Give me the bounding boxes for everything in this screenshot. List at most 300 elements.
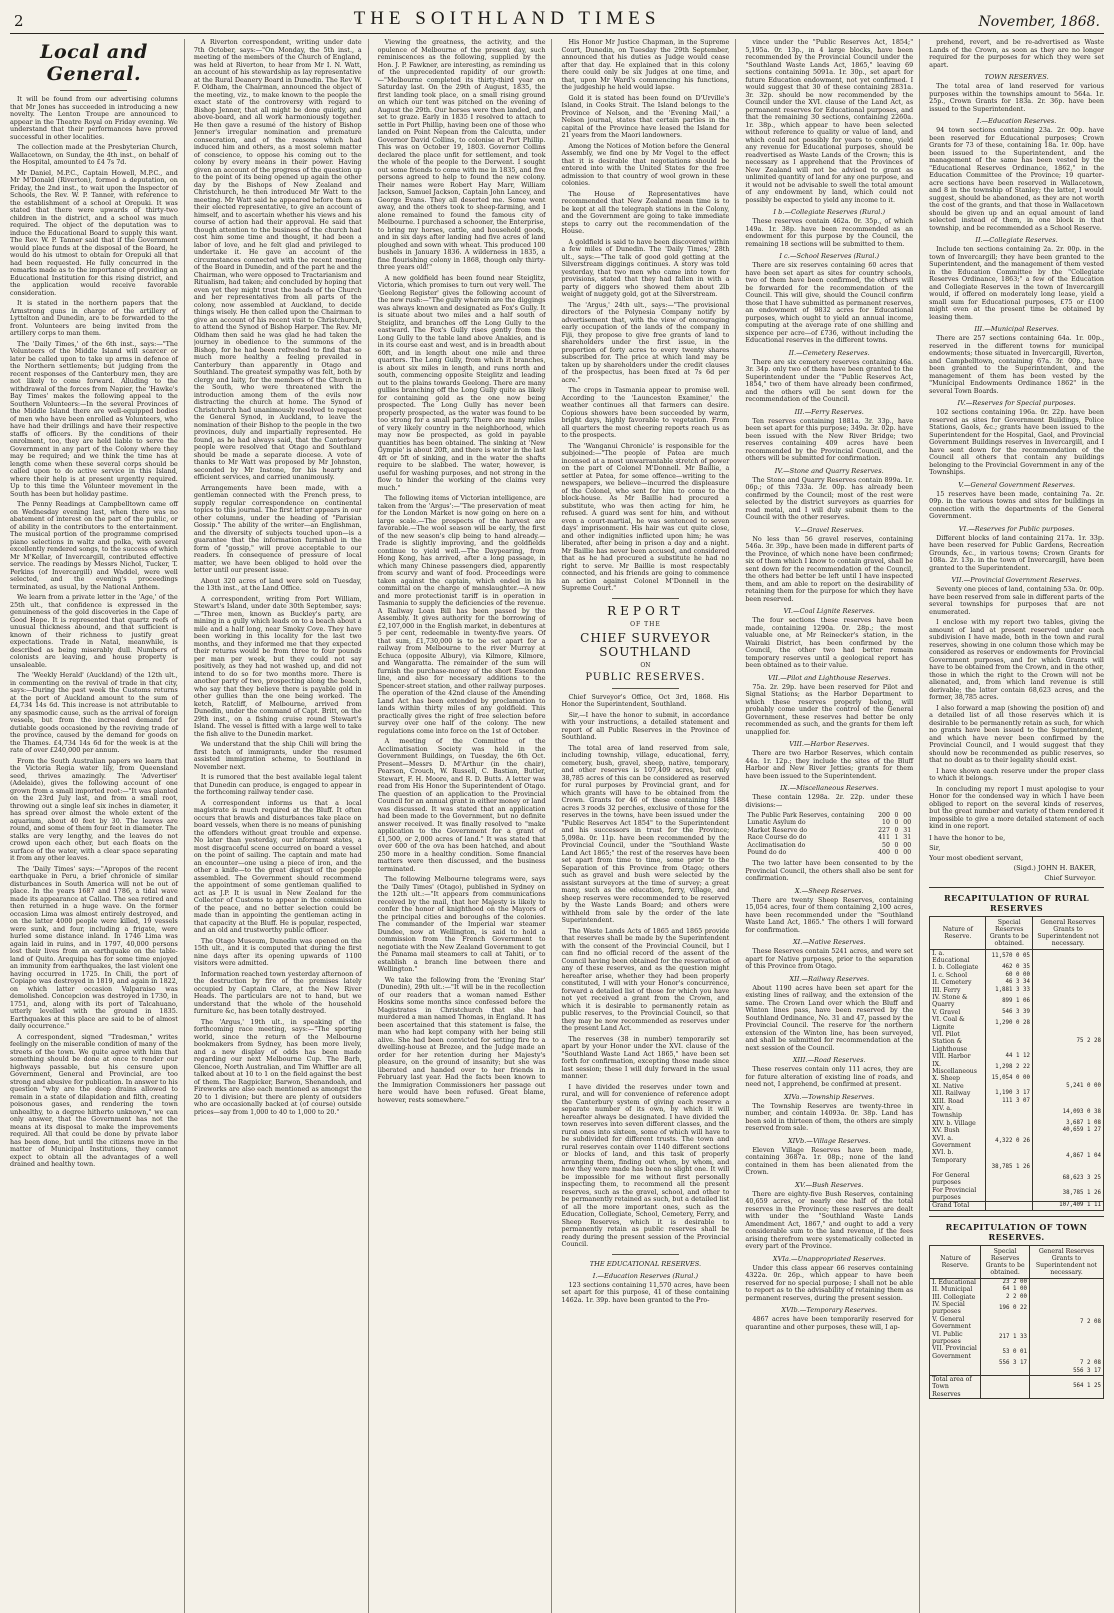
column-header: Special Reserves Grants to be obtained. xyxy=(986,916,1033,949)
table-cell: 68,623 3 25 xyxy=(1032,1172,1103,1187)
article-paragraph: There are six reserves containing 60 acres that have been set apart as sites for country schools, two of them have been confirmed, the others will be forwarded for the recommendation of the Council. This will give, should the Council confirm those that I have submitted as permanent reserves, an endowment of 9832 acres for Educational purposes, which ought to yield an annual income, computing at the average rate of one shilling and sixpence per acre—of £736, without including the Educational reserves in the different towns. xyxy=(745,261,914,344)
subsection-heading: I c.—School Reserves (Rural.) xyxy=(779,252,880,260)
table-cell: 411 xyxy=(878,834,890,842)
table-row xyxy=(930,1316,1104,1331)
table-cell: 7 2 08 xyxy=(1029,1360,1103,1367)
table-cell: I. Educational xyxy=(930,1278,981,1286)
article-paragraph: The 'Wanganui Chronicle' is responsible for the subjoined:—"The people of Patea are much incensed at a most unwarrantable stretch of power on the part of Colonel M'Donnell. Mr Baillie, a settler at Patea, for some offence—writing to the newspapers, we believe—incurred the displeasure of the Colonel, who sent for him to come to the block-house. As Mr Baillie had procured a substitute, who was then acting for him, he refused. A guard was sent for him, and without even a court-martial, he was sentenced to seven days' imprisonment. His hair was cut quite close, and other indignities inflicted upon him; he was liberated, after being in prison a day and a night. Mr Baillie has never been accused, and considered that as he had procured a substitute he had no right to serve. Mr Baillie is most respectably connected, and his friends are going to commence an action against Colonel M'Donnell in the Supreme Court." xyxy=(561,441,730,592)
article-paragraph: The 'Daily Times,' of the 6th inst., says:—"The Volunteers of the Middle Island will scarcer or later be called upon to take up arms in defence of the Northern settlements; but judging from the recent responses of the Canterbury men, they are not likely to come forward. Alluding to the withdrawal of the forces from Napier, the 'Hawke's Bay Times' makes the following appeal to the Southern Volunteers:—In the several Provinces of the Middle Island there are well-equipped bodies of men who have been enrolled as Volunteers, who have had their drillings and have their respective staffs of officers. By the conditions of their enrolment, too, they are held liable to serve the Government in any part of the Colony where they may be required; and we think the time has at length come when these several corps should be called upon to do active service in this Island, where their help is at present urgently required. Up to this time the Volunteer movement in the South has been but holiday pastime. xyxy=(10,339,178,498)
article-paragraph: I also forward a map (showing the position of) and a detailed list of all those reserves which it is desirable to be permanently retain as such, for which no grants have been issued to the Superintendent, and which have never been confirmed by the Provincial Council, and I would suggest that they should now be recommended as public reserves, so that no doubt as to their legality should exist. xyxy=(929,703,1104,764)
article-paragraph: These contain 1298a. 2r. 22p. under these divisions:— xyxy=(745,793,914,809)
table-cell xyxy=(986,1202,1033,1210)
table-row xyxy=(930,1286,1104,1293)
table-row xyxy=(930,1053,1104,1060)
table-cell xyxy=(1032,1164,1103,1171)
table-cell: XII. Railway xyxy=(930,1090,986,1097)
article-paragraph: Information reached town yesterday afternoon of the destruction by fire of the premises lately occupied by Captain Clare, at the New River Heads. The particulars are not to hand, but we understand that the whole of the household furniture &c, has been totally destroyed. xyxy=(193,969,362,1015)
table-cell xyxy=(1029,1278,1103,1286)
table-cell xyxy=(930,1164,986,1171)
article-paragraph: We take the following from the 'Evening Star' (Dunedin), 29th ult.:—"It will be in the recollection of our readers that a woman named Esther Hoskins some months since confessed before the Magistrates in Christchurch that she had murdered a man named Thomas, in England. It has been ascertained that this statement is false, the man who had kept company with her being still alive. She had been convicted for setting fire to a dwelling-house at Brezee, and the Judge made an order for her retention during her Majesty's pleasure, on the ground of insanity; but she was liberated and handed over to her friends in February last year. Had the facts been known to the Immigration Commissioners her passage out here would have been refused. Great blame, however, rests somewhere." xyxy=(377,975,546,1104)
column-2 xyxy=(194,39,369,1613)
article-paragraph: The 'Weekly Herald' (Auckland) of the 12th ult., in commenting on the revival of trade in that city, says:—During the past week the Customs returns at the port of Auckland amount to the sum of £4,734 14s 6d. This increase is not attributable to any spasmodic cause, such as the arrival of foreign vessels, but from the increased demand for dutiable goods occasioned by the reviving trade of the province, caused by the demand for goods on the Thames. £4,734 14s 6d for the week is at the rate of over £240,000 per annum. xyxy=(10,671,178,754)
table-cell: XIV. a. Township xyxy=(930,1105,986,1120)
article-paragraph: The two latter have been consented to by the Provincial Council, the others shall also be sent for confirmation. xyxy=(745,859,914,883)
article-paragraph: A meeting of the Committee of the Acclimatisation Society was held in the Government Buildings, on Tuesday, the 6th Oct. Present—Messrs D. M'Arthur (in the chair), Pearson, Crouch, W. Russell, C. Bastian, Butler, Stewart, F. H. Moore, and R. D. Butts. A letter was read from His Honor the Superintendent of Otago. The question of an application to the Provincial Council for an annual grant in either money or land was discussed. It was stated that an application had been made to the Government, but no definite answer received. It was finally resolved to "make application to the Government for a grant of £1,500, or 2,000 acres of land." It was stated that over 600 of the ova has been hatched, and about 250 more in a healthy condition. Some financial matters were then discussed, and the business terminated. xyxy=(377,737,546,873)
table-cell: 2 2 00 xyxy=(981,1294,1030,1301)
article-paragraph: 4867 acres have been temporarily reserved for quarantine and other purposes, these will, I ap- xyxy=(745,1315,914,1331)
table-row xyxy=(930,1135,1104,1150)
table-row xyxy=(745,812,913,819)
table-cell: 14,093 0 38 xyxy=(1032,1105,1103,1120)
table-row xyxy=(745,827,913,834)
table-cell: 3,687 1 08 xyxy=(1032,1120,1103,1127)
table-cell: Lunatic Asylum do xyxy=(747,819,806,827)
table-cell: 4,322 0 26 xyxy=(986,1135,1033,1150)
total-row xyxy=(930,1376,1104,1399)
article-paragraph: The Waste Lands Acts of 1865 and 1865 provide that reserves shall be made by the Superintendent with the consent of the Provincial Council, but I can find no official record of the assent of the Council having been obtained for the reservation of any of these reserves, and as the question might hereafter arise, whether they had been properly constituted, I will with your Honor's concurrence, forward a detailed list of those for which you have not yet received a grant from the Crown, and which it is desirable to permanently retain as public reserves, to the Provincial Council, so that they may be now recommended as reserves under the present Land Act. xyxy=(561,926,730,1032)
table-row xyxy=(930,1083,1104,1090)
subsection-heading: V.—Gravel Reserves. xyxy=(794,525,864,534)
table-cell xyxy=(986,1105,1033,1120)
article-paragraph: We understand that the ship Chili will bring the first batch of immigrants, under the resumed assisted immigration scheme, to Southland in November next. xyxy=(193,740,362,771)
table-cell: 5,241 0 00 xyxy=(1032,1083,1103,1090)
article-paragraph: I have divided the reserves under town and rural, and will for convenience of reference adopt the Canterbury system of giving each reserve a separate number of its own, by which it will hereafter always be designated. I have divided the town reserves into seven different classes, and the rural ones into sixteen, some of which will have to be subdivided for different trusts. The town and rural reserves contain over 1140 different sections or blocks of land, and this task of properly arranging them, finding out when, by whom, and how they were made has been no slight one. It will be impossible for me without first personally inspecting them, to recommend all the present reserves, such as the gravel, school, and other to be permanently retained as such, but a detailed list of all the more important ones, such as the Education, Collegiate, School, Cemetery, Ferry, and Sheep Reserves, which it is desirable to permanently retain as public reserves shall be ready during the present session of the Provincial Council. xyxy=(561,1082,730,1248)
table-cell: 196 0 22 xyxy=(981,1301,1030,1316)
subsection-heading: V.—General Government Reserves. xyxy=(958,480,1075,489)
article-paragraph: The collection made at the Presbyterian Church, Wallacetown, on Sunday, the 4th inst., on behalf of the Hospital, amounted to £4 7s 7d. xyxy=(10,143,178,166)
total-row xyxy=(930,1202,1104,1210)
article-paragraph: 123 sections containing 11,570 acres, have been set apart for this purpose, 41 of these containing 1462a. 1r. 39p. have been granted to the Pro- xyxy=(561,1280,730,1304)
table-cell: Total area of Town Reserves xyxy=(930,1376,981,1399)
table-row xyxy=(930,1368,1104,1376)
table-cell: I. b. Collegiate xyxy=(930,964,986,971)
article-paragraph: No less than 56 gravel reserves, containing 546a. 3r. 39p., have been made in different parts of the Province, of which none have been confirmed; six of them which I know to contain gravel, shall be sent down for the recommendation of the Council, the others had better be left until I have inspected them, and am able to report on the desirability of retaining them for the purpose for which they have been reserved. xyxy=(745,534,914,603)
article-paragraph: vince under the "Public Reserves Act, 1854;" 5,195a. 0r. 13p., in 4 large blocks, have been recommended by the Provincial Council under the "Southland Waste Lands Act, 1865," leaving 69 sections containing 5091a. 1r. 30p., set apart for future Education endowment, not yet confirmed. I would suggest that 30 of these containing 2831a. 3r. 32p. should be now recommended by the Council under the XVI. clause of the Land Act, as permanent reserves for Educational purposes, and that the remaining 30 sections, containing 2260a. 1r. 38p., which appear to have been selected without reference to quality or value of land, and which could not possibly for years to come, yield any revenue for Educational purposes, should be readvertised as Waste Lands of the Crown; this is necessary as I apprehend that the Provinces of New Zealand will not be advised to grant as unlimited quantity of land for any one purpose, and it would not be advisable to swell the total amount of any endowment by land, which could not possibly be expected to yield any income to it. xyxy=(745,39,914,204)
recap-title: RECAPITULATION OF TOWN RESERVES. xyxy=(945,1221,1088,1242)
table-cell: IV. Special purposes xyxy=(930,1301,981,1316)
subsection-heading: I b.—Collegiate Reserves (Rural.) xyxy=(773,208,886,216)
column-6 xyxy=(929,39,1104,1613)
column-5 xyxy=(745,39,920,1613)
table-cell: 4,867 1 04 xyxy=(1032,1149,1103,1164)
subsection-heading: XIVb.—Village Reserves. xyxy=(787,1136,871,1145)
table-cell xyxy=(981,1376,1030,1399)
subsection-heading: IV.—Reserves for Special purposes. xyxy=(957,399,1076,407)
article-paragraph: There are six cemetery reserves containing 46a. 3r. 34p. only two of them have been granted to the Superintendent under the "Public Reserves Act, 1854," two of them have already been confirmed, and the others will be sent down for the recommendation of the Council. xyxy=(745,357,914,403)
subsection-heading: VIII.—Harbor Reserves. xyxy=(789,740,870,748)
article-paragraph: A new goldfield has been found near Steiglitz, Victoria, which promises to turn out very well. The 'Geelong Register' gives the following account of the new rush:—"The gully wherein are the diggings was always known and designated as Fox's Gully. It is situate about two miles and a half south of Steiglitz, and branches off the Long Gully to the eastward. The Fox's Gully rises gently from the Long Gully to the table land above Anakies, and is in its course east and west, and is in breadth about 60ft, and in length about one mile and three quarters. The Long Gully, from which it branches, is about six miles in length, and runs north and south, commencing opposite Steiglitz and leading out to the plains towards Geelong. There are many gullies branching off the Long Gully quite as likely for containing gold as the one now being prospected. The Long Gully has never been properly prospected, as the water was found to be too strong for a small party. There are many miles of very likely country in the neighborhood, which may now be prospected, as gold in payable quantities has been obtained. The sinking at 'New Gympie' is about 20ft, and there is water in the last 4ft or 5ft of sinking, and in the water the shafts require to be slabbed. The water, however, is useful for washing purposes, and not strong in the flow to hinder the working of the claims very much." xyxy=(377,273,546,492)
article-paragraph: The total area of land reserved for various purposes within the townships amount to 564a. 1r. 25p., Crown Grants for 183a. 2r. 36p. have been issued to the Superintendent. xyxy=(929,82,1104,113)
subsection-heading: I.—Education Reserves (Rural.) xyxy=(592,1271,699,1280)
table-cell: 23 2 00 xyxy=(981,1278,1030,1286)
article-paragraph: It is rumored that the best available legal talent that Dunedin can produce, is engaged to appear in the forthcoming railway tender case. xyxy=(193,773,362,796)
table-cell xyxy=(986,1149,1033,1164)
subsection-heading: IX.—Miscellaneous Reserves. xyxy=(780,784,879,792)
table-cell: 546 3 39 xyxy=(986,1009,1033,1016)
table-cell xyxy=(986,1172,1033,1187)
report-title-line: REPORT xyxy=(607,603,684,618)
table-cell: 217 1 33 xyxy=(981,1331,1030,1346)
table-cell: 0 xyxy=(894,812,899,819)
table-cell: For General purposes xyxy=(930,1172,986,1187)
article-paragraph: A goldfield is said to have been discovered within a few miles of Dunedin. The 'Daily Times,' 28th ult., says:—"The talk of good gold getting at the Silverstream diggings continues. A story was told yesterday, that two men who came into town for provisions, stated that they had fallen in with a party of diggers who showed them about 2lb weight of nuggety gold, got at the Silverstream. xyxy=(561,237,730,298)
table-cell xyxy=(1032,1090,1103,1097)
subsection-heading: VI.—Coal Lignite Reserves. xyxy=(783,607,875,615)
article-paragraph: His Honor Mr Justice Chapman, in the Supreme Court, Dunedin, on Tuesday the 29th September, announced that his duties as Judge would cease after that day. He explained that in this colony there could only be six Judges at one time, and that, upon Mr Ward's commencing his functions, the judgeship he held would lapse. xyxy=(561,39,730,91)
article-paragraph: 15 reserves have been made, containing 7a. 2r. 09p. in the various towns and sites for buildings in connection with the departments of the General Government. xyxy=(929,489,1104,520)
article-paragraph: A correspondent informs us that a local magistrate is much required at the Bluff. It often occurs that brawls and disturbances take place on board vessels, when there is no means of punishing the offenders without great trouble and expense. No later than yesterday, our informant states, a most disgraceful scene occurred on board a vessel on the point of sailing. The captain and mate had an encounter—one using a piece of iron, and the other a knife—to the great disgust of the people assembled. The Government should recommend the appointment of some gentleman qualified to act as J.P. It is usual in New Zealand for the Collector of Customs to appear in the commission of the peace, and no better selection could be made than in appointing the gentleman acting in that capacity at the Bluff. He is popular, respected, and an old and trustworthy public officer. xyxy=(193,798,362,934)
table-cell xyxy=(1032,972,1103,979)
section-heading: Local and General. xyxy=(40,41,148,85)
table-cell: III. Ferry xyxy=(930,987,986,994)
article-paragraph: I enclose with my report two tables, giving the amount of land at present reserved under each subdivision I have made, both in the town and rural reserves, showing in one column those which may be considered as reserves or endowments for Provincial Government purposes, and for which Grants will have to be obtained from the Crown, and in the other, those in which the right to the Crown will not be alienated, and, from which land revenue is still derivable; the latter contain 68,623 acres, and the former, 38,785 acres. xyxy=(929,618,1104,701)
table-row xyxy=(930,979,1104,986)
table-cell: 38,785 1 26 xyxy=(986,1164,1033,1171)
article-paragraph: The following items of Victorian intelligence, are taken from the 'Argus':—"The preservation of meat for the London Market is now going on here on a large scale.—The prospects of the harvest are favorable.—The wool season will be early, the first of the new season's clip being to hand already.—Trade is slightly improving, and the goldfields continue to yield well.—The Daypearing, from Hong Kong, has arrived, after a long passage, in which many Chinese passengers died, apparently from scurvy and want of food. Proceedings were taken against the captain, which ended in his committal on the charge of manslaughter.—A new and more protectionist tariff is in operation in Tasmania to supply the deficiencies of the revenue. A Railway Loan Bill has been passed by the Assembly. It gives authority for the borrowing of £2,107,000 in the English market, in debentures at 5 per cent, redeemable in twenty-five years. Of that sum, £1,730,000 is to be set apart for a railway from Melbourne to the river Murray at Echuca (opposite Albury), via Kilmore, Kilmore, and Wangaratta. The remainder of the sum will furnish the purchase-money of the short Essendon line, and also for necessary additions to the Spencer-street station, and other railway purposes. The operation of the 42nd clause of the Amending Land Act has been extended by proclamation to lands within thirty miles of any goldfield. This practically gives the right of free selection before survey over one half of the colony. The new regulations come into force on the 1st of October. xyxy=(377,494,546,735)
table-row xyxy=(930,1016,1104,1031)
article-paragraph: There are 257 sections containing 64a. 1r. 00p., reserved in the different towns for municipal endowments; those situated in Invercargill, Riverton, and Campbelltown, containing 67a. 3r. 00p., have been granted to the Superintendent, and the management of them has been vested by the "Municipal Endowments Ordinance 1862" in the several Town Boards. xyxy=(929,334,1104,395)
signature-line: Sir, xyxy=(929,843,941,852)
table-cell: 00 xyxy=(903,812,912,819)
table-row xyxy=(930,949,1104,964)
table-cell: 60 0 00 xyxy=(986,972,1033,979)
masthead xyxy=(10,6,1104,34)
table-cell: 50 xyxy=(882,841,890,849)
article-paragraph: These Reserves contain 5241 acres, and were set apart for Native purposes, prior to the separation of this Province from Otago. xyxy=(745,947,914,971)
table-row xyxy=(930,1278,1104,1286)
article-paragraph: Include ten sections containing 2a. 2r. 00p. in the town of Invercargill; they have been granted to the Superintendent, and the management of them vested in the Education Committee by the "Collegiate Reserves Ordinance, 1863;" a few of the Education and Collegiate Reserves in the town of Invercargill would, if offered on moderately long lease, yield a small sum for Educational purposes, £75 or £100 might even at the present time be obtained by leasing them. xyxy=(929,245,1104,321)
table-row xyxy=(930,1360,1104,1367)
table-row xyxy=(930,1098,1104,1105)
table-row xyxy=(930,964,1104,971)
table-cell: I. a. Educational xyxy=(930,949,986,964)
page-number: 2 xyxy=(14,12,24,30)
table-row xyxy=(930,1120,1104,1127)
signature-line: (Sigd.) JOHN H. BAKER, xyxy=(1013,863,1096,872)
subsection-heading: II.—Cemetery Reserves. xyxy=(788,348,870,357)
table-cell: 462 0 35 xyxy=(986,964,1033,971)
table-cell: 53 0 01 xyxy=(981,1345,1030,1360)
table-cell xyxy=(1032,987,1103,994)
article-paragraph: The four sections these reserves have been made, containing 1290a. 0r. 28p.; the most valuable one, at Mr Reinecker's station, in the Wairaki District, has been confirmed by the Council, the other two had better remain temporary reserves until a geological report has been obtained as to their value. xyxy=(745,616,914,669)
signature-line: I have the honor to be, xyxy=(929,833,1006,842)
table-cell: XVI. a. Government xyxy=(930,1135,986,1150)
table-row xyxy=(930,1009,1104,1016)
article-paragraph: 102 sections containing 196a. 0r. 22p. have been reserved as sites for Government Buildings, Police Stations, Gaols, &c.; grants have been issued to the Superintendent for the Hospital, Gaol, and Provincial Government Buildings reserves in Invercargill, and I have sent down for the recommendation of the Council all others that contain any buildings belonging to the Provincial Government in any of the Townships. xyxy=(929,408,1104,476)
table-cell: 899 1 06 xyxy=(986,994,1033,1009)
report-title xyxy=(561,604,729,683)
table-cell xyxy=(1029,1294,1103,1301)
table-row xyxy=(930,1294,1104,1301)
table-cell: 15,054 0 00 xyxy=(986,1075,1033,1082)
table-row xyxy=(930,1149,1104,1164)
table-cell: I. c. School xyxy=(930,972,986,979)
table-row xyxy=(745,849,913,856)
article-paragraph: A correspondent, writing from Port William, Stewart's Island, under date 30th September, says:—"Three men, known as Buckley's party, are mining in a gully which leads on to a beach about a mile and a half long, near Smoky Cove. They have been working in this locality for the last two months, and they informed me that they expected their returns would be from three to four pounds per man per week, but they could not say positively, as they had not washed up, and did not intend to do so for two months more. There is another party of two, prospecting along the beach, who say that they believe there is payable gold in other gullies than the one being worked. The ketch, Ratcliff, of Melbourne, arrived from Dunedin, under the command of Capt. Britt, on the 29th inst., on a fishing cruise round Stewart's Island. The vessel is fitted with a large well to take the fish alive to the Dunedin market. xyxy=(193,594,362,738)
article-paragraph: It is stated in the northern papers that the Armstrong guns in charge of the artillery of Lyttelton and Dunedin, are to be forwarded to the front. Volunteers are being invited from the artillery corps to man them. xyxy=(10,299,178,337)
article-paragraph: Chief Surveyor's Office, Oct 3rd, 1868. His Honor the Superintendent, Southland. xyxy=(561,692,730,708)
table-cell: Race Course do do xyxy=(747,834,807,842)
article-paragraph: Under this class appear 66 reserves containing 4322a. 0r. 26p., which appear to have been reserved for no special purpose; I shall not be able to report as to the advisability of retaining them as permanent reserves, during the present session. xyxy=(745,1263,914,1302)
recap-table xyxy=(929,1245,1104,1400)
table-cell: V. General Government xyxy=(930,1316,981,1331)
table-cell: III. Collegiate xyxy=(930,1294,981,1301)
table-cell: VII. Provincial Government xyxy=(930,1345,981,1360)
table-row xyxy=(930,1075,1104,1082)
table-row xyxy=(930,1127,1104,1134)
article-paragraph: 75a. 2r. 29p. have been reserved for Pilot and Signal Stations; as the Harbor Department to which these reserves properly belong, will probably come under the control of the General Government, these reserves had better be only recommended as such, and the grants for them left unapplied for. xyxy=(745,682,914,736)
table-cell: X. Sheep xyxy=(930,1075,986,1082)
table-cell: II. Municipal xyxy=(930,1286,981,1293)
table-cell: 107,409 1 11 xyxy=(1032,1202,1103,1210)
table-row xyxy=(930,1164,1104,1171)
table-cell xyxy=(986,1120,1033,1127)
table-row xyxy=(930,1187,1104,1202)
table-row xyxy=(930,987,1104,994)
table-cell: VI. Coal & Lignite xyxy=(930,1016,986,1031)
table-cell: XV. Bush xyxy=(930,1127,986,1134)
article-paragraph: These reserves contain only 111 acres, they are for future alteration of existing line of roads, and need not, I apprehend, be confirmed at present. xyxy=(745,1065,914,1089)
article-paragraph: Ten reserves containing 1881a. 3r. 33p., have been set apart for this purpose; 349a. 3r. 02p. have been issued with the New River Bridge; two reserves containing 409 acres have been recommended by the Provincial Council, and the others will be submitted for confirmation. xyxy=(745,416,914,462)
table-cell: VII. Pilot Station & Lighthouse xyxy=(930,1031,986,1053)
table-row xyxy=(930,1031,1104,1053)
article-paragraph: The 'Argus,' 19th ult., in speaking of the forthcoming race meeting, says:—"The sporting world, since the return of the Melbourne bookmakers from Sydney, has been more lively, and a new display of odds has been made regarding our next Melbourne Cup. The Barb, Glencoe, North Australian, and Tim Whiffler are all talked about at 10 to 1 on the field against the best of them. The Ragpicker, Barwon, Shenandoah, and Fireworks are also each mentioned as amongst the 20 to 1 division; but there are plenty of outsiders who are occasionally backed at (of course) outside prices—say from 1,000 to 40 to 1,000 to 20." xyxy=(193,1017,362,1116)
table-cell xyxy=(1032,1098,1103,1105)
table-row xyxy=(930,1331,1104,1346)
article-paragraph: From the South Australian papers we learn that the Victoria Regia water lily, from Queensland seed, thrives amazingly. The 'Advertiser' (Adelaide), gives the following account of one grown from a small imported root:—"It was planted on the 23rd July last, and from a small root, throwing out a single leaf six inches in diameter, it has spread over almost the whole extent of the aquarium, about 40 feet by 30. The leaves are round, and some of them four feet in diameter. The stalks are very lengthy, and the leaves do not crowd upon each other, but each floats on the surface of the water, with a clear space separating it from any other leaves. xyxy=(10,756,178,862)
table-cell: 31 xyxy=(903,834,912,842)
table-cell: 1,290 0 28 xyxy=(986,1016,1033,1031)
table-cell: 44 1 12 xyxy=(986,1053,1033,1060)
table-cell: 31 xyxy=(903,826,912,834)
article-paragraph: Arrangements have been made, with a gentleman connected with the French press, to supply regular correspondence on continental topics to this journal. The first letter appears in our other columns, under the heading of "Parisian Gossip." The ability of the writer—an Englishman, and the diversity of subjects touched upon—is a guarantee that the information furnished in the form of "gossip," will prove acceptable to our readers. In consequence of pressure of local matter, we have been obliged to hold over the letter until our present issue. xyxy=(193,483,362,574)
column-header: Special Reserves Grants to be obtained. xyxy=(981,1245,1030,1278)
table-cell: 556 3 17 xyxy=(981,1360,1030,1367)
table-cell: 111 3 07 xyxy=(986,1098,1033,1105)
table-cell: Pound do do xyxy=(747,849,787,857)
table-row xyxy=(930,1345,1104,1360)
table-cell: 00 xyxy=(903,841,912,849)
table-cell: For Provincial purposes xyxy=(930,1187,986,1202)
subsection-heading: VI.—Reserves for Public purposes. xyxy=(958,524,1075,533)
table-row xyxy=(930,1061,1104,1076)
table-row xyxy=(930,1090,1104,1097)
table-cell xyxy=(1029,1301,1103,1316)
article-paragraph: The Penny Readings at Campbelltown came off on Wednesday evening last, when there was no abatement of interest on the part of the public, or of ability in the contributors to the entertainment. The musical portion of the programme comprised piano selections in waltz and polka, with several excellently rendered songs, to the success of which Mr M'Kellar, of Invercargill, contributed effective service. The readings by Messrs Nichol, Tucker, T. Perkins (of Invercargill) and Waddel, were well selected, and the evening's proceedings terminated, as usual, by the National Anthem. xyxy=(10,500,178,591)
article-paragraph: About 1190 acres have been set apart for the existing lines of railway, and the extension of the same. The Crown Land over which the Bluff and Winton lines pass, have been reserved by the Southland Ordinance, No. 31 and 47, passed by the Provincial Council. The reserve for the northern extension of the Winton line, has been surveyed, and shall be submitted for recommendation at the next session of the Council. xyxy=(745,983,914,1052)
article-paragraph: The Otago Museum, Dunedin was opened on the 15th ult., and it is computed that during the first nine days after its opening upwards of 1100 visitors were admitted. xyxy=(193,936,362,967)
report-title-line: PUBLIC RESERVES. xyxy=(585,671,706,683)
subsection-heading: VII.—Pilot and Lighthouse Reserves. xyxy=(768,673,891,682)
table-cell xyxy=(981,1368,1030,1376)
table-cell: 1,298 2 22 xyxy=(986,1061,1033,1076)
table-cell: XI. Native xyxy=(930,1083,986,1090)
recap-table xyxy=(929,916,1104,1211)
article-paragraph: About 320 acres of land were sold on Tuesday, the 13th inst., at the Land Office. xyxy=(193,576,362,592)
subsection-heading: XV.—Bush Reserves. xyxy=(795,1180,864,1189)
subsection-heading: II.—Collegiate Reserves. xyxy=(975,236,1058,244)
table-cell: XVI. b. Temporary xyxy=(930,1149,986,1164)
table-cell: 0 xyxy=(894,841,899,849)
table-cell: Grand Total xyxy=(930,1202,986,1210)
table-cell xyxy=(1032,1061,1103,1076)
table-cell xyxy=(1032,949,1103,964)
table-cell xyxy=(930,1368,981,1376)
report-title-line: ON xyxy=(640,661,651,669)
table-cell: 400 xyxy=(878,849,890,857)
article-paragraph: We learn from a private letter in the 'Age,' of the 25th ult., that confidence is expressed in the genuineness of the gold discoveries in the Cape of Good Hope. It is represented that quartz reefs of unusual thickness abound, and that sufficient is known of their richness to justify great expectations. Trade in Natal, meanwhile, is described as being miserably dull. Numbers of colonists are leaving, and house property is unsaleable. xyxy=(10,593,178,669)
table-cell: 11,570 0 05 xyxy=(986,949,1033,964)
article-paragraph: Seventy one pieces of land, containing 53a. 0r. 00p. have been reserved from sale in different parts of the several townships for purposes that are not enumerated. xyxy=(929,585,1104,616)
column-1 xyxy=(10,39,185,1613)
table-cell: IV. Stone & Quarry xyxy=(930,994,986,1009)
column-header: General Reserves Grants to Superintendent not necessary. xyxy=(1029,1245,1103,1278)
table-header-row xyxy=(930,1245,1104,1278)
article-paragraph: The 'Argus,' 24th ult., says:—"The provisional directors of the Polynesia Company notify by advertisement that, with the view of encouraging early occupation of the lands of the company in Fiji, they propose to give free grants of land to shareholders under the first issue, in the proportion of forty acres to every twenty shares subscribed for. The price at which land may be taken up by shareholders under the credit clauses of the prospectus, has been fixed at 7s 6d per acre." xyxy=(561,300,730,384)
subsection-heading: XIVa.—Township Reserves. xyxy=(784,1092,875,1101)
article-paragraph: There are twenty Sheep Reserves, containing 15,054 acres, four of them containing 2,100 acres, have been recommended under the "Southland Waste Land Act, 1865." The others I will forward for confirmation. xyxy=(745,895,914,934)
article-paragraph: The 'Daily Times' says:—"Apropos of the recent earthquake in Peru, a brief chronicle of similar disturbances in South America will not be out of place. In the years 1687 and 1786, a tidal wave made its appearance at Callao. The sea retired and then returned in a huge wave. On the former occasion Lima was almost entirely destroyed, and on the latter 4000 people were killed, 19 vessels were sunk, and four, including a frigate, were hurled some distance inland. In 1746 Lima was again laid in ruins, and in 1797, 40,000 persons lost their lives from an earthquake on the table-land of Quito. Arequipa has for some time enjoyed an immunity from earthquakes, the last violent one having occurred in 1725. In Chili, the port of Copiapo was destroyed in 1819, and again in 1822, on which latter occasion Valparaiso was demolished. Concepcion was destroyed in 1730, in 1751, and, along with its port of Talcahuano, utterly levelled with the ground in 1835. Earthquakes at this place are said to be of almost daily occurrence." xyxy=(10,864,178,1030)
table-cell: Market Reserve do xyxy=(747,826,808,834)
subsection-heading: THE EDUCATIONAL RESERVES. xyxy=(589,1259,702,1268)
table-cell xyxy=(930,1360,981,1367)
divider xyxy=(612,1254,679,1255)
table-cell: 00 xyxy=(903,849,912,857)
article-paragraph: The crops in Tasmania appear to promise well. According to the 'Launceston Examiner,' the weather continues all that farmers can desire. Copious showers have been succeeded by warm, bright days, highly favorable to vegetation. From all quarters the most cheering reports reach us as to the prospects. xyxy=(561,386,730,439)
table-cell: 227 xyxy=(878,826,890,834)
subsection-heading: XVIa.—Unappropriated Reserves. xyxy=(772,1254,886,1263)
table-header-row xyxy=(930,916,1104,949)
table-row xyxy=(930,1105,1104,1120)
subsection-heading: XIII.—Road Reserves. xyxy=(792,1056,866,1065)
table-cell xyxy=(986,1127,1033,1134)
subsection-heading: XI.—Native Reserves. xyxy=(792,938,866,947)
table-cell: The Public Park Reserves, containing xyxy=(747,812,865,819)
column-4 xyxy=(561,39,736,1613)
article-paragraph: prehend, revert, and be re-advertised as Waste Lands of the Crown, as soon as they are no longer required for the purposes for which they were set apart. xyxy=(929,39,1104,69)
table-cell xyxy=(986,1031,1033,1053)
column-header: Nature of Reserve. xyxy=(930,1245,981,1278)
table-cell: 564 1 25 xyxy=(1029,1376,1103,1399)
table-cell xyxy=(1032,1075,1103,1082)
table-cell: 64 1 00 xyxy=(981,1286,1030,1293)
subsection-heading: XII.—Railway Reserves. xyxy=(789,974,870,983)
table-cell xyxy=(1032,1016,1103,1031)
article-paragraph: Among the Notices of Motion before the General Assembly, we find one by Mr Vogel to the effect that it is desirable that negotiations should be entered into with the United States for the free admission to that country of wool grown in these colonies. xyxy=(561,141,730,187)
column-3 xyxy=(378,39,553,1613)
divider xyxy=(612,598,679,599)
table-cell: 0 xyxy=(894,826,899,834)
article-paragraph: A Riverton correspondent, writing under date 7th October, says:—"On Monday, the 5th inst., a meeting of the members of the Church of England, was held at Riverton, to hear from Mr I. N. Watt, an account of his stewardship as lay representative at the Rural Deanery Board in Dunedin. The Rev W. F. Oldham, the Chairman, announced the object of the meeting, viz., to make known to the people the exact state of the controversy with regard to Bishop Jenner, that all might be done quietly, and above-board, and all work harmoniously together. He then gave a resumé of the history of Bishop Jenner's irregular nomination and premature consecration, and of the reasons which had induced him and others, as a most solemn matter of conscience, to oppose his coming out to the colony by every means in their power. Having given an account of the progress of the question up to the point of its being opened up again the other day by the Bishops of New Zealand and Christchurch, he then introduced Mr Watt to the meeting. Mr Watt said he appeared before them as their elected representative, to give an account of himself, and to ascertain whether his views and his course of action had their approval. He said that though attention to the business of the church had cost him some time and thought, it had been a labor of love, and he felt glad and privileged to undertake it. He gave an account of the circumstances connected with the recent meeting of the Board in Dunedin, and of the part he and the Chairman, who were opposed to Tractarianism and Ritualism, had taken; and concluded by hoping that even yet they might trust the heads of the Church and her representatives from all parts of the colony, now assembled at Auckland, to decide things wisely. He then called upon the Chairman to give an account of his recent visit to Christchurch, to attend the Synod of Bishop Harper. The Rev. Mr Oldham then said he was glad he had taken the journey in obedience to the summons of the Bishop, for he had been refreshed to find that so much more healthy a feeling prevailed in Canterbury than apparently in Otago and Southland. The greatest sympathy was felt, both by clergy and laity, for the members of the Church in the South, who were threatened with the introduction among them of the evils now distracting the church at home. The Synod of Christchurch had unanimously resolved to request the General Synod, in Auckland, to leave the nomination of their Bishop to the people in the two provinces, duly and impartially represented. He found, as he had always said, that the Canterbury people were resolved that Otago and Southland should be made a separate diocese. A vote of thanks to Mr Watt was proposed by Mr Johnston, seconded by Mr Instone, for his hearty and efficient services, and carried unanimously. xyxy=(193,39,362,481)
subsection-heading: VII.—Provincial Government Reserves. xyxy=(951,576,1082,584)
table-cell: 00 xyxy=(903,819,912,827)
table-cell: 1 xyxy=(894,834,899,842)
table-cell xyxy=(1032,994,1103,1009)
article-paragraph: Viewing the greatness, the activity, and the opulence of Melbourne of the present day, such reminiscences as the following, supplied by the Hon. J. P. Fawkner, are interesting, as reminding us of the unprecedented rapidity of our growth:—"Melbourne completed its thirty-third year on Saturday last. On the 29th of August, 1835, the first landing took place, on a small rising ground on which our tent was pitched on the evening of August the 29th. Our horses were then landed, and set to graze. Early in 1835 I resolved to attach to settle in Port Phillip, having been one of those who landed on Point Nepean from the Calcutta, under Governor David Collins, to colonise at Port Phillip. This was on October 19, 1803. Governor Collins declared the place unfit for settlement, and took the whole of the people to the Derwent. I sought out some friends to come with me in 1835, and five persons agreed to help to found the new colony. Their names were Robert Hay Marr, William Jackson, Samuel Jackson, Captain John Lancey, and George Evans. They all deserted me. Some went away, and the others took to sheep-farming, and I alone remained to found the famous city of Melbourne. I purchased a schooner, the Enterprise, to bring my horses, cattle, and household goods, and in six days after landing had five acres of land ploughed and sown with wheat. This produced 100 bushels in January 1836. A wilderness in 1835, a fine flourishing colony in 1868, though only thirty-three years old!" xyxy=(377,39,546,271)
table-cell xyxy=(986,1083,1033,1090)
subsection-heading: X.—Sheep Reserves. xyxy=(794,886,864,895)
table-cell: 200 xyxy=(878,812,890,819)
miscellaneous-reserves-table xyxy=(745,812,913,856)
table-cell: 1,190 3 17 xyxy=(986,1090,1033,1097)
article-paragraph: Sir,—I have the honor to submit, in accordance with your instructions, a detailed statement and report of all Public Reserves in the Province of Southland. xyxy=(561,710,730,741)
table-cell: 1,881 3 33 xyxy=(986,987,1033,994)
article-paragraph: It will be found from our advertising columns that Mr Jones has succeeded in introducing a new novelty. The Lenton Troupe are announced to appear in the Theatre Royal on Friday evening. We understand that their performances have proved successful in other localities. xyxy=(10,95,178,141)
columns xyxy=(10,39,1104,1613)
article-paragraph: I have shown each reserve under the proper class to which it belongs. xyxy=(929,766,1104,782)
signature-line: Your most obedient servant, xyxy=(929,853,1024,862)
article-paragraph: There are two Harbor Reserves, which contain 44a. 1r. 12p.; they include the sites of the Bluff Harbor and New River Jetties; grants for them have been issued to the Superintendent. xyxy=(745,749,914,780)
column-header: General Reserves Grants to Superintendent not necessary. xyxy=(1032,916,1103,949)
table-row xyxy=(930,1301,1104,1316)
table-cell: IX. Miscellaneous xyxy=(930,1061,986,1076)
subsection-heading: I.—Education Reserves. xyxy=(976,117,1057,125)
table-cell xyxy=(1029,1286,1103,1293)
subsection-heading: III.—Ferry Reserves. xyxy=(794,407,864,416)
table-row xyxy=(930,972,1104,979)
table-cell xyxy=(1032,1053,1103,1060)
table-cell: 75 2 28 xyxy=(1032,1031,1103,1053)
table-cell xyxy=(981,1316,1030,1331)
divider xyxy=(60,90,127,91)
article-paragraph: The following Melbourne telegrams were, says the 'Daily Times' (Otago), published in Sydney on the 12th ult.:—"It appears from communications received by the mail, that her Majesty is likely to confer the honor of knighthood on the Mayors of the principal cities and boroughs of the colonies. The commander of the Imperial war steamer Dundee, now at Wellington, is said to hold a commission from the French Government to negotiate with the New Zealand Government to get the Panama mail steamers to call at Tahiti, or to establish a branch line between there and Wellington." xyxy=(377,875,546,973)
article-paragraph: A correspondent, signed "Tradesman," writes feelingly on the miserable condition of many of the streets of the town. We quite agree with him that something should be done at once to render our highways passable, but his censure upon Government, General and Provincial, are too strong and abusive for publication. In answer to his question "why are the deep drains allowed to remain in a state of dilapidation and filth, creating poisonous gases, and rendering the town unhealthy, to a degree hitherto unknown," we can only answer, that the Government has not the means at its disposal to make the improvements required. All that could be done by private labor has been done, but until the citizens move in the matter of Municipal Institutions, they cannot expect to obtain all the advantages of a well drained and healthy town. xyxy=(10,1032,178,1168)
table-cell: Acclimatisation do xyxy=(747,841,806,849)
article-paragraph: The Stone and Quarry Reserves contain 899a. 1r. 06p.; of this 733a. 3r. 00p. has already been confirmed by the Council; most of the rest were selected by the district surveyors as quarries for road metal, and I will duly submit them to the Council with the other reserves. xyxy=(745,475,914,521)
article-paragraph: 94 town sections containing 23a. 2r. 00p. have been reserved for Educational purposes; Crown Grants for 73 of these, containing 18a. 1r. 00p. have been issued to the Superintendent, and the management of the same has been vested by the "Educational Reserves Ordinance, 1862," in the Education Committee of the Province; 19 quarter-acre sections have been reserved in Wallacetown, and 8 in the township of Stanley; the latter, I would suggest, should be abandoned, as they are not worth the cost of the grants, and that those in Wallacetown should be given up and an equal amount of land selected instead of them, in one block in that township, and be recommended as a School Reserve. xyxy=(929,126,1104,232)
table-cell: 10 xyxy=(882,819,890,827)
table-cell: 556 3 17 xyxy=(1029,1368,1103,1376)
signature-line: Chief Surveyor. xyxy=(1044,873,1096,882)
table-cell: 38,785 1 26 xyxy=(1032,1187,1103,1202)
article-paragraph: Different blocks of land containing 217a. 1r. 33p. have been reserved for Public Gardens, Recreation Grounds, &c., in various towns; Crown Grants for 108a. 2r. 13p. in the town of Invercargill, have been granted to the Superintendent. xyxy=(929,533,1104,572)
table-cell xyxy=(1029,1331,1103,1346)
table-cell: 0 xyxy=(894,849,899,857)
table-cell: VIII. Harbor xyxy=(930,1053,986,1060)
table-row xyxy=(745,842,913,849)
table-cell: XIV. b. Village xyxy=(930,1120,986,1127)
subsection-heading: XVIb.—Temporary Reserves. xyxy=(781,1306,878,1315)
table-cell: 7 2 08 xyxy=(1029,1316,1103,1331)
column-header: Nature of Reserve. xyxy=(930,916,986,949)
table-cell xyxy=(1032,1009,1103,1016)
table-cell: 46 3 34 xyxy=(986,979,1033,986)
article-paragraph: The reserves (38 in number) temporarily set apart by your Honor under the XVI. clause of the "Southland Waste Land Act 1865," have been set forth for confirmation, excepting those made since last session; these I will duly forward in the usual manner. xyxy=(561,1034,730,1080)
table-cell: V. Gravel xyxy=(930,1009,986,1016)
table-cell: XIII. Road xyxy=(930,1098,986,1105)
subsection-heading: TOWN RESERVES. xyxy=(984,73,1049,81)
subsection-heading: IV.—Stone and Quarry Reserves. xyxy=(774,466,884,475)
subsection-heading: III.—Municipal Reserves. xyxy=(974,325,1059,333)
table-cell xyxy=(1032,979,1103,986)
divider xyxy=(612,688,679,689)
table-cell xyxy=(986,1187,1033,1202)
article-paragraph: In concluding my report I must apologise to your Honor for the condensed way in which I have been obliged to report on the several kinds of reserves, but the great number and variety of them rendered it impossible to give a more detailed statement of each kind in one report. xyxy=(929,784,1104,830)
divider xyxy=(929,887,1104,888)
newspaper-title: THE SOITHLAND TIMES xyxy=(353,8,661,29)
divider xyxy=(929,1216,1104,1217)
table-cell xyxy=(1029,1345,1103,1360)
article-paragraph: The Township Reserves are twenty-three in number, and contain 14093a. 0r. 38p. Land has been sold in thirteen of them, the others are simply reserved from sale. xyxy=(745,1101,914,1133)
table-row xyxy=(745,834,913,841)
table-cell: 40,659 1 27 xyxy=(1032,1127,1103,1134)
report-title-line: CHIEF SURVEYOR SOUTHLAND xyxy=(580,630,711,659)
table-cell: 0 xyxy=(894,819,899,827)
table-row xyxy=(930,1172,1104,1187)
table-cell xyxy=(1032,1135,1103,1150)
article-paragraph: The total area of land reserved from sale, including township, village, educational, ferry, cemetery, bush, gravel, sheep, native, temporary, and other reserves is 107,409 acres, but only 38,785 acres of this can be considered as reserved for rural purposes by Provincial grant, and for which grants will have to be obtained from the Crown. Grants for 46 of these containing 1884 acres 3 roods 32 perches, exclusive of those for the reserves in the towns, have been issued under the "Public Reserves Act 1854" to the Superintendent and his successors in trust for the Province; 5,098a. 0r. 11p. have been recommended by the Provincial Council, under the "Southland Waste Land Act 1865;" the rest of the reserves have been set apart from time to time, some prior to the Separation of this Province from Otago; others such as gravel and bush were selected by the assistant surveyors at the time of survey; a great many, such as the education, ferry, village, and sheep reserves were recommended to be reserved by the Waste Lands Board; and others were withheld from sale by the order of the late Superintendent. xyxy=(561,743,730,924)
table-cell xyxy=(1032,964,1103,971)
